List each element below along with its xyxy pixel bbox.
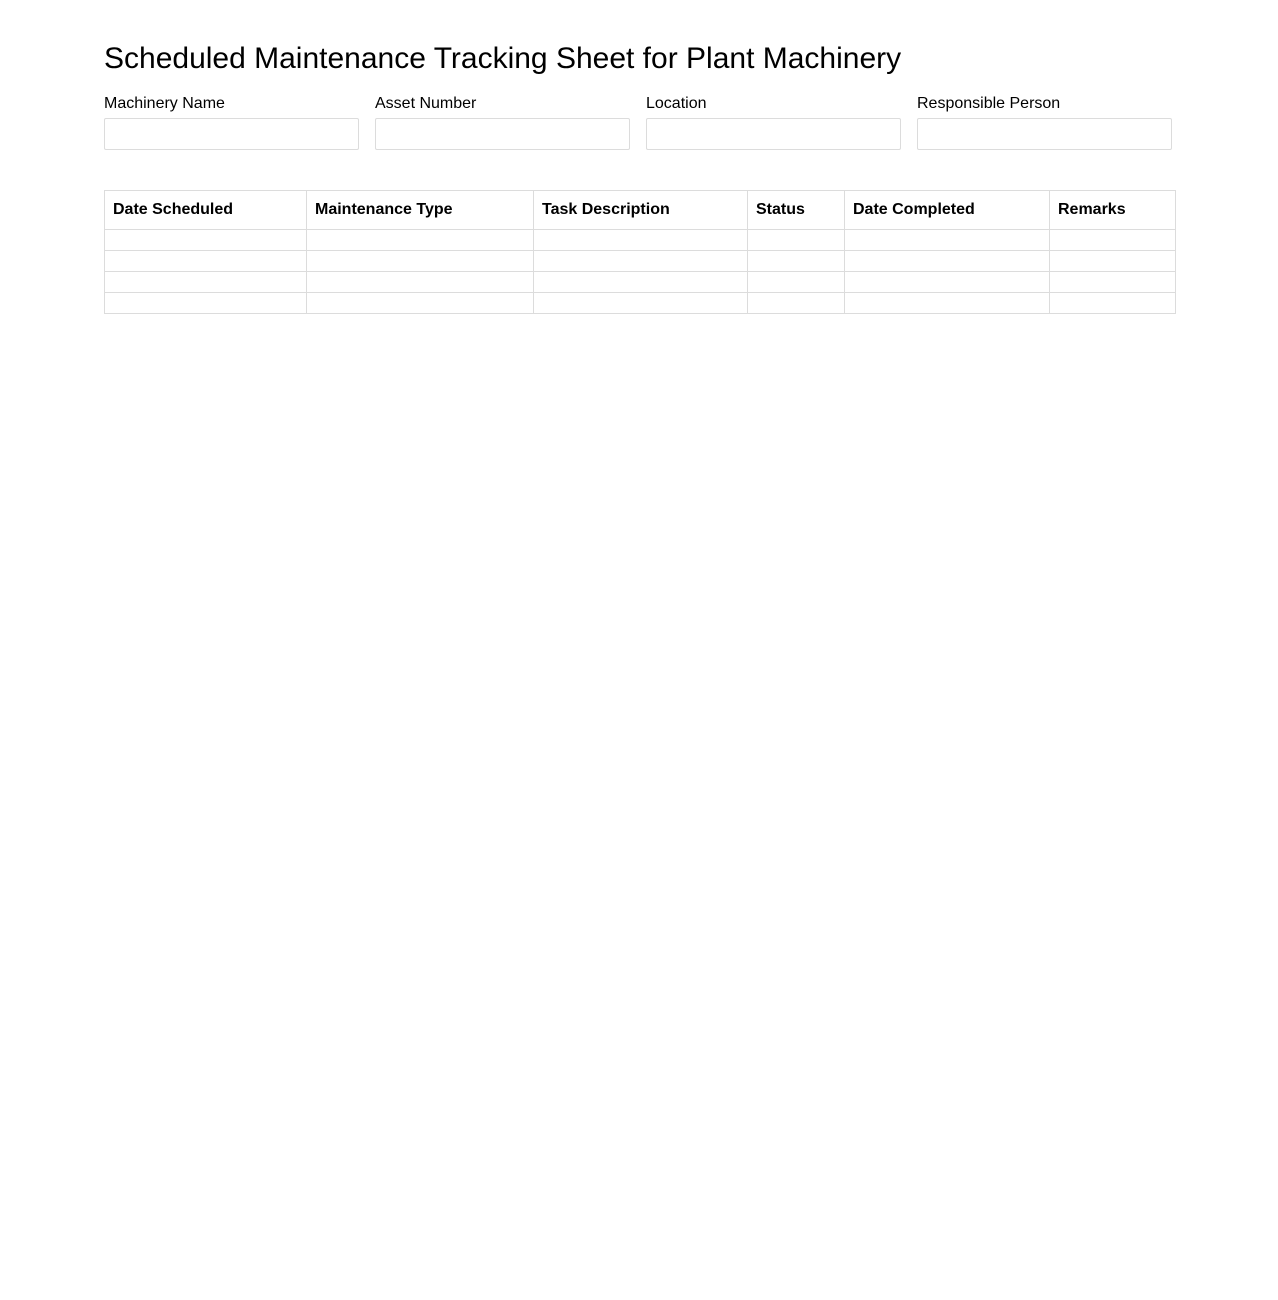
column-header-date-completed: Date Completed (845, 191, 1050, 230)
table-cell[interactable] (534, 251, 748, 272)
column-header-maintenance-type: Maintenance Type (307, 191, 534, 230)
table-row (105, 230, 1176, 251)
table-cell[interactable] (307, 251, 534, 272)
table-cell[interactable] (1050, 251, 1176, 272)
table-cell[interactable] (748, 272, 845, 293)
table-row (105, 272, 1176, 293)
asset-number-label: Asset Number (375, 95, 477, 112)
asset-number-input[interactable] (375, 118, 630, 150)
table-row (105, 251, 1176, 272)
location-field-group (646, 94, 901, 150)
table-cell[interactable] (105, 251, 307, 272)
table-cell[interactable] (534, 293, 748, 314)
column-header-task-description: Task Description (534, 191, 748, 230)
maintenance-table (104, 190, 1176, 314)
table-cell[interactable] (105, 272, 307, 293)
header-fields (104, 94, 1175, 150)
table-cell[interactable] (748, 251, 845, 272)
asset-number-field-group (375, 94, 630, 150)
table-cell[interactable] (845, 293, 1050, 314)
table-cell[interactable] (1050, 293, 1176, 314)
page-title: Scheduled Maintenance Tracking Sheet for Plant Machinery (104, 42, 902, 75)
table-cell[interactable] (748, 230, 845, 251)
machinery-name-field-group (104, 94, 359, 150)
machinery-name-label: Machinery Name (104, 95, 225, 112)
table-cell[interactable] (534, 230, 748, 251)
column-header-remarks: Remarks (1050, 191, 1176, 230)
column-header-status: Status (748, 191, 845, 230)
table-cell[interactable] (1050, 272, 1176, 293)
location-label: Location (646, 95, 707, 112)
column-header-date-scheduled: Date Scheduled (105, 191, 307, 230)
table-cell[interactable] (1050, 230, 1176, 251)
table-cell[interactable] (307, 293, 534, 314)
responsible-person-label: Responsible Person (917, 95, 1061, 112)
table-cell[interactable] (105, 293, 307, 314)
table-cell[interactable] (748, 293, 845, 314)
location-input[interactable] (646, 118, 901, 150)
table-cell[interactable] (307, 230, 534, 251)
responsible-person-input[interactable] (917, 118, 1172, 150)
table-cell[interactable] (845, 251, 1050, 272)
table-cell[interactable] (534, 272, 748, 293)
table-cell[interactable] (845, 230, 1050, 251)
table-row (105, 293, 1176, 314)
table-cell[interactable] (307, 272, 534, 293)
responsible-person-field-group (917, 94, 1172, 150)
table-header-row (105, 191, 1176, 230)
table-cell[interactable] (105, 230, 307, 251)
table-cell[interactable] (845, 272, 1050, 293)
machinery-name-input[interactable] (104, 118, 359, 150)
